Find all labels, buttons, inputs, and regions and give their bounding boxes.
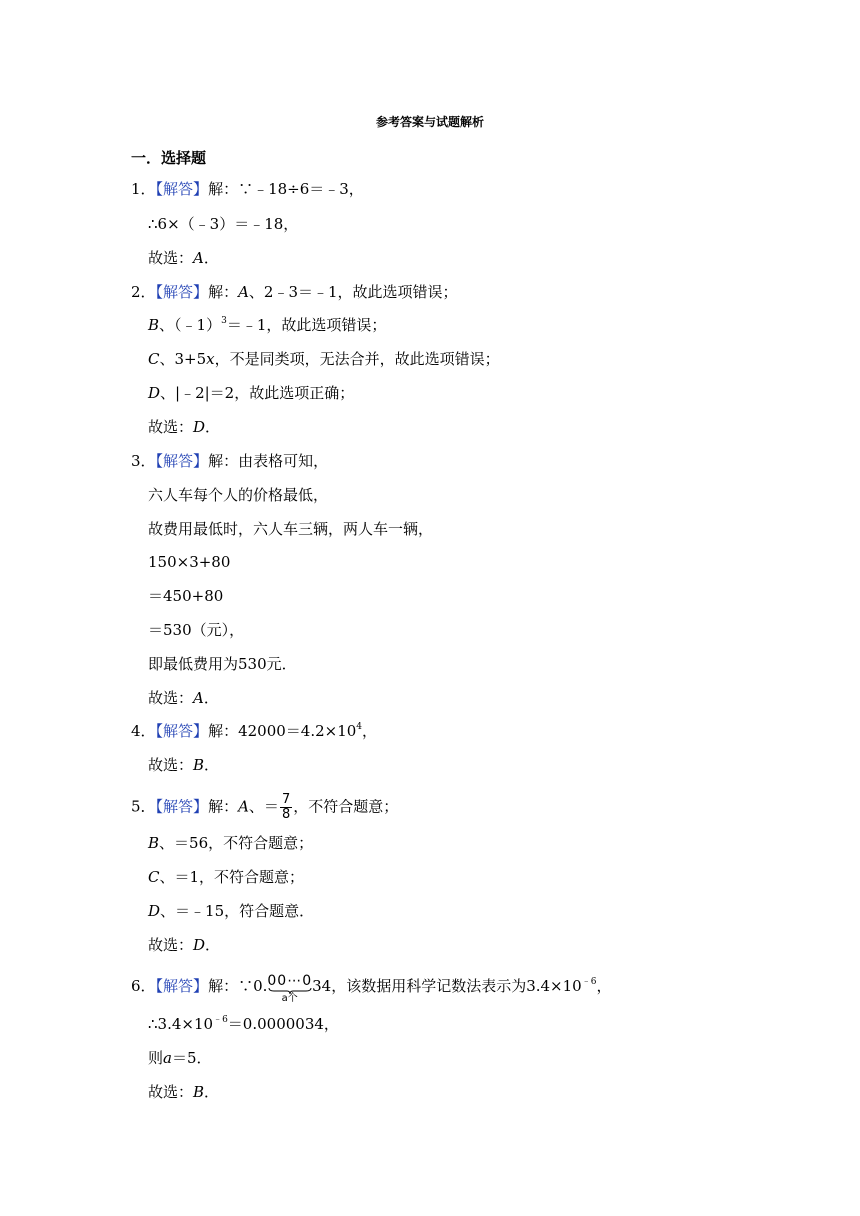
fraction-seven-eighths: $\frac{7}{8}$ — [281, 792, 291, 822]
answer-6-line-2: $\therefore 3.4\times 10^{﹣6}=0.0000034$， — [148, 1015, 339, 1033]
answer-2-line-1: 2．【解答】解：A、2﹣3＝﹣1，故此选项错误； — [131, 283, 458, 301]
answer-1-line-2: ∴6×（﹣3）＝﹣18， — [148, 215, 299, 233]
answer-3-line-5: ＝450+80 — [148, 587, 224, 605]
answer-3-line-2: 六人车每个人的价格最低， — [148, 486, 329, 504]
document-title: 参考答案与试题解析 — [375, 115, 484, 129]
answer-2-line-2: B、（﹣1）$^3$＝﹣1，故此选项错误； — [148, 316, 387, 334]
answer-3-line-6: ＝530（元）， — [148, 621, 245, 639]
answer-5-line-2: B、＝56，不符合题意； — [148, 834, 314, 852]
answer-3-line-4: 150×3+80 — [148, 553, 231, 571]
answer-tag: 【解答】 — [155, 452, 209, 470]
answer-3-line-8: 故选：A． — [148, 689, 219, 707]
answer-1-line-1: 1．【解答】解：∵﹣18÷6＝﹣3， — [131, 180, 364, 198]
section-heading: 一．选择题 — [131, 149, 207, 167]
question-number: 4． — [131, 722, 156, 740]
answer-6-line-4: 故选：B． — [148, 1083, 220, 1101]
answer-tag: 【解答】 — [155, 797, 209, 816]
question-number: 3． — [131, 452, 156, 470]
answer-tag: 【解答】 — [155, 283, 209, 301]
answer-3-line-7: 即最低费用为530元． — [148, 655, 297, 673]
answer-3-line-1: 3．【解答】解：由表格可知， — [131, 452, 329, 470]
answer-tag: 【解答】 — [155, 977, 209, 995]
answer-tag: 【解答】 — [155, 722, 209, 740]
answer-2-line-5: 故选：D． — [148, 418, 221, 436]
answer-1-line-3: 故选：A． — [148, 249, 219, 267]
question-number: 1． — [131, 180, 156, 198]
answer-4-line-2: 故选：B． — [148, 756, 220, 774]
answer-5-line-5: 故选：D． — [148, 936, 221, 954]
question-number: 5． — [131, 797, 156, 816]
answer-6-line-3: 则a＝5． — [148, 1049, 212, 1067]
answer-6-line-1: 6．【解答】解：∵0. 00⋯0 a个 34，该数据用科学记数法表示为$3.4\times 10^{﹣6}$， — [131, 973, 612, 1004]
question-number: 2． — [131, 283, 156, 301]
answer-5-line-3: C、＝1，不符合题意； — [148, 868, 305, 886]
answer-5-line-1: 5．【解答】解：A、＝ $\frac{7}{8}$ ，不符合题意； — [131, 792, 399, 822]
answer-4-line-1: 4．【解答】解：$42000=4.2\times 10^4$， — [131, 722, 378, 740]
answer-tag: 【解答】 — [155, 180, 209, 198]
underbrace-zeros: 00⋯0 a个 — [267, 973, 313, 1004]
answer-3-line-3: 故费用最低时，六人车三辆，两人车一辆， — [148, 520, 434, 538]
answer-2-line-3: C、3+5x，不是同类项，无法合并，故此选项错误； — [148, 350, 500, 368]
answer-5-line-4: D、＝﹣15，符合题意． — [148, 902, 315, 920]
question-number: 6． — [131, 977, 156, 995]
answer-2-line-4: D、|﹣2|＝2，故此选项正确； — [148, 384, 355, 402]
